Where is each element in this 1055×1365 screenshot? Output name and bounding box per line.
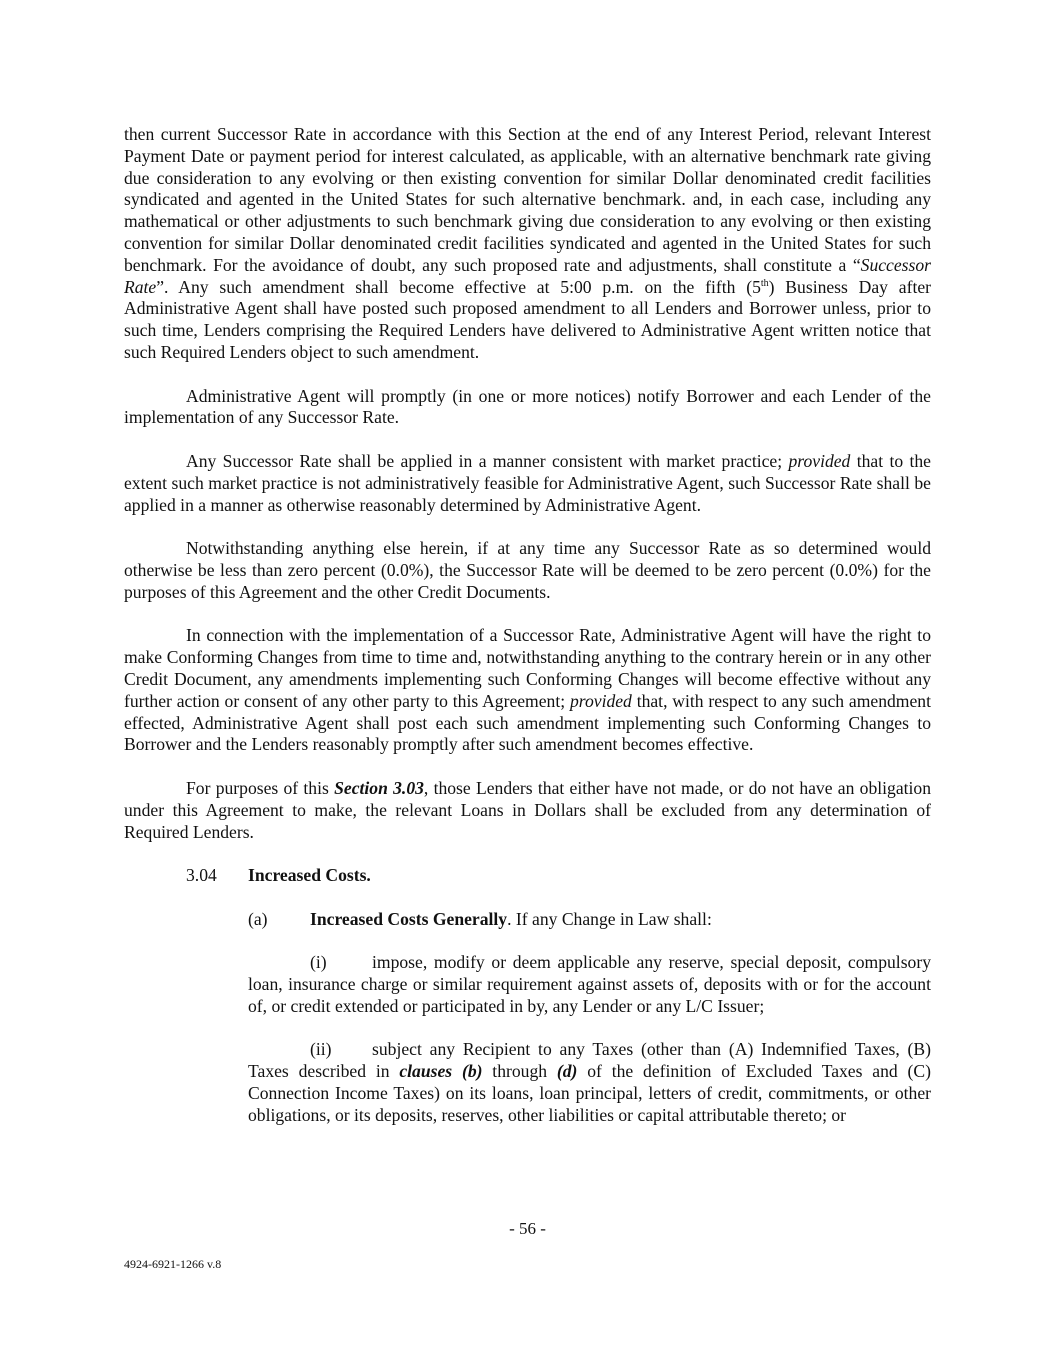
paragraph-notify: Administrative Agent will promptly (in one or more notices) notify Borrower and each Lender of the implementation of any Successor Rate. [124,385,931,428]
document-body [124,124,931,1148]
clause-label: (ii) [310,1039,332,1060]
clause-i: (i) impose, modify or deem applicable any reserve, special deposit, compulsory loan, insurance charge or similar requirement against assets of, deposits with or for the account of, or credit extended or participated in by, any Lender or any L/C Issuer; [248,952,931,1016]
subsection-title: Increased Costs Generally [310,908,508,929]
paragraph-successor-rate-continued: then current Successor Rate in accordance with this Section at the end of any Interest Period, relevant Interest Payment Date or payment period for interest calculated, as applicable, with an alternative benchmark rate giving due consideration to any evolving or then existing convention for similar Dollar denominated credit facilities syndicated and agented in the United States for such alternative benchmark. and, in each case, including any mathematical or other adjustments to such benchmark giving due consideration to any evolving or then existing convention for similar Dollar denominated credit facilities syndicated and agented in the United States for such benchmark. For the avoidance of doubt, any such proposed rate and adjustments, shall constitute a “Successor Rate”. Any such amendment shall become effective at 5:00 p.m. on the fifth (5th) Business Day after Administrative Agent shall have posted such proposed amendment to all Lenders and Borrower unless, prior to such time, Lenders comprising the Required Lenders have delivered to Administrative Agent written notice that such Required Lenders object to such amendment. [124,124,931,362]
subsection-label: (a) [248,908,268,929]
paragraph-zero-floor: Notwithstanding anything else herein, if at any time any Successor Rate as so determined would otherwise be less than zero percent (0.0%), the Successor Rate will be deemed to be zero percent (0.0%) for the purposes of this Agreement and the other Credit Documents. [124,538,931,602]
section-title: Increased Costs. [248,865,371,886]
page-number: - 56 - [509,1219,546,1238]
subsection-a-heading: (a) Increased Costs Generally. If any Change in Law shall: [248,908,712,929]
section-heading-3-04 [186,865,931,887]
section-reference: Section 3.03 [334,777,424,798]
clause-label: (i) [310,952,327,973]
defined-term-successor-rate: Successor Rate [124,254,931,297]
section-number: 3.04 [186,865,217,886]
paragraph-market-practice: Any Successor Rate shall be applied in a manner consistent with market practice; provided that to the extent such market practice is not administratively feasible for Administrative Agent, such Successor Rate shall be applied in a manner as otherwise reasonably determined by Administrative Agent. [124,450,931,515]
document-id: 4924-6921-1266 v.8 [124,1257,222,1271]
paragraph-conforming-changes: In connection with the implementation of a Successor Rate, Administrative Agent will have the right to make Conforming Changes from time to time and, notwithstanding anything to the contrary herein or in any other Credit Document, any amendments implementing such Conforming Changes will become effective without any further action or consent of any other party to this Agreement; provided that, with respect to any such amendment effected, Administrative Agent shall post each such amendment implementing such Conforming Changes to Borrower and the Lenders reasonably promptly after such amendment becomes effective. [124,625,931,755]
clause-ii: (ii) subject any Recipient to any Taxes (other than (A) Indemnified Taxes, (B) Taxes described in clauses (b) through (d) of the definition of Excluded Taxes and (C) Connection Income Taxes) on its loans, loan principal, letters of credit, commitments, or other obligations, or its deposits, reserves, other liabilities or capital attributable thereto; or [248,1039,931,1125]
paragraph-required-lenders: For purposes of this Section 3.03, those Lenders that either have not made, or do not have an obligation under this Agreement to make, the relevant Loans in Dollars shall be excluded from any determination of Required Lenders. [124,777,931,842]
